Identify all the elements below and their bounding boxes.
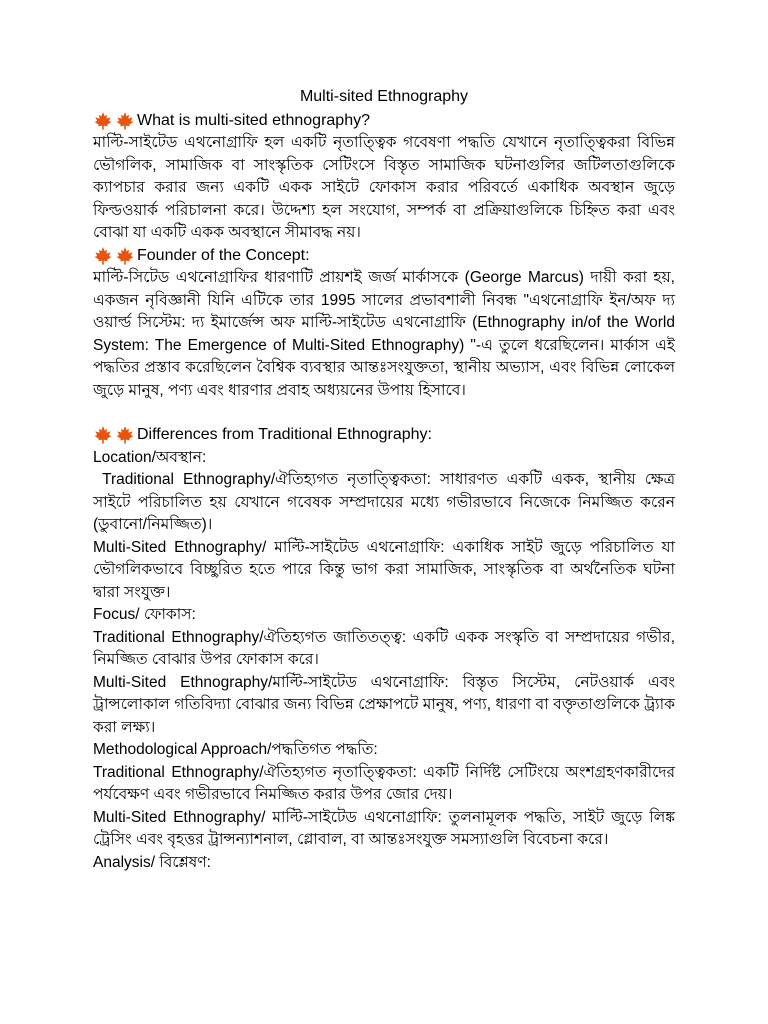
subsection-label-focus: Focus/ ফোকাস: (93, 606, 196, 623)
maple-leaf-icon (93, 425, 115, 445)
page-title: Multi-sited Ethnography (299, 88, 469, 105)
subsection-label-location: Location/অবস্থান: (93, 448, 207, 466)
maple-leaf-icon (115, 246, 137, 266)
section-heading-text: What is multi-sited ethnography? (137, 111, 370, 129)
maple-leaf-icon (93, 111, 115, 131)
section-heading-what (93, 110, 675, 133)
location-multi-sited: Multi-Sited Ethnography/ মাল্টি-সাইটেড এথনোগ্রাফি: একাধিক সাইট জুড়ে পরিচালিত যা ভৌগলিকভাবে বিচ্ছুরিত হতে পারে কিন্তু ভাগ করা সামাজিক, সাংস্কৃতিক বা অর্থনৈতিক ঘটনা দ্বারা সংযুক্ত। (93, 538, 675, 601)
location-traditional: Traditional Ethnography/ঐতিহ্যগত নৃতাত্ত্বিকতা: সাধারণত একটি একক, স্থানীয় ক্ষেত্র সাইটে পরিচালিত হয় যেখানে গবেষক সম্প্রদায়ের মধ্যে গভীরভাবে নিজেকে নিমজ্জিত করেন (ডুবানো/নিমজ্জিত)। (93, 471, 680, 533)
section-heading-founder (93, 245, 675, 268)
section-body-founder: মাল্টি-সিটেড এথনোগ্রাফির ধারণাটি প্রায়শই জর্জ মার্কাসকে (George Marcus) দায়ী করা হয়, একজন নৃবিজ্ঞানী যিনি এটিকে তার 1995 সালের প্রভাবশালী নিবন্ধ "এথনোগ্রাফি ইন/অফ দ্য ওয়ার্ল্ড সিস্টেম: দ্য ইমার্জেন্স অফ মাল্টি-সাইটেড এথনোগ্রাফি (Ethnography in/of the World System: The Emergence of Multi-Sited Ethnography) "-এ তুলে ধরেছিলেন। মার্কাস এই পদ্ধতির প্রস্তাব করেছিলেন বৈশ্বিক ব্যবস্থার আন্তঃসংযুক্ততা, স্থানীয় অভ্যাস, এবং বিভিন্ন লোকেল জুড়ে মানুষ, পণ্য এবং ধারণার প্রবাহ অধ্যয়নের উপায় হিসাবে। (93, 269, 675, 399)
subsection-label-analysis: Analysis/ বিশ্লেষণ: (93, 853, 211, 871)
section-body-what: মাল্টি-সাইটেড এথনোগ্রাফি হল একটি নৃতাত্ত্বিক গবেষণা পদ্ধতি যেখানে নৃতাত্ত্বিকরা বিভিন্ন ভৌগলিক, সামাজিক বা সাংস্কৃতিক সেটিংসে বিস্তৃত সামাজিক ঘটনাগুলির জটিলতাগুলিকে ক্যাপচার করার জন্য একটি একক সাইটে ফোকাস করার পরিবর্তে একাধিক অবস্থান জুড়ে ফিল্ডওয়ার্ক পরিচালনা করে। উদ্দেশ্য হল সংযোগ, সম্পর্ক বা প্রক্রিয়াগুলিকে চিহ্নিত করা এবং বোঝা যা একটি একক অবস্থানে সীমাবদ্ধ নয়। (93, 134, 675, 241)
method-multi-sited: Multi-Sited Ethnography/ মাল্টি-সাইটেড এথনোগ্রাফি: তুলনামূলক পদ্ধতি, সাইট জুড়ে লিঙ্ক ট্রেসিং এবং বৃহত্তর ট্রান্সন্যাশনাল, গ্লোবাল, বা আন্তঃসংযুক্ত সমস্যাগুলি বিবেচনা করে। (93, 808, 675, 848)
section-heading-text: Differences from Traditional Ethnography: (137, 426, 432, 443)
maple-leaf-icon (93, 246, 115, 266)
maple-leaf-icon (115, 425, 137, 445)
paragraph-spacer (93, 402, 675, 424)
focus-multi-sited: Multi-Sited Ethnography/মাল্টি-সাইটেড এথনোগ্রাফি: বিস্তৃত সিস্টেম, নেটওয়ার্ক এবং ট্রান্সলোকাল গতিবিদ্যা বোঝার জন্য বিভিন্ন প্রেক্ষাপটে মানুষ, পণ্য, ধারণা বা বক্তৃতাগুলিকে ট্র্যাক করা লক্ষ্য। (93, 673, 675, 736)
section-heading-differences (93, 424, 675, 447)
subsection-label-method: Methodological Approach/পদ্ধতিগত পদ্ধতি: (93, 741, 378, 758)
method-traditional: Traditional Ethnography/ঐতিহ্যগত নৃতাত্ত্বিকতা: একটি নির্দিষ্ট সেটিংয়ে অংশগ্রহণকারীদের পর্যবেক্ষণ এবং গভীরভাবে নিমজ্জিত করার উপর জোর দেয়। (93, 763, 675, 803)
document-page (93, 86, 680, 874)
focus-traditional: Traditional Ethnography/ঐতিহ্যগত জাতিতত্ত্ব: একটি একক সংস্কৃতি বা সম্প্রদায়ের গভীর, নিমজ্জিত বোঝার উপর ফোকাস করে। (93, 628, 675, 668)
section-heading-text: Founder of the Concept: (137, 246, 310, 264)
maple-leaf-icon (115, 111, 137, 131)
